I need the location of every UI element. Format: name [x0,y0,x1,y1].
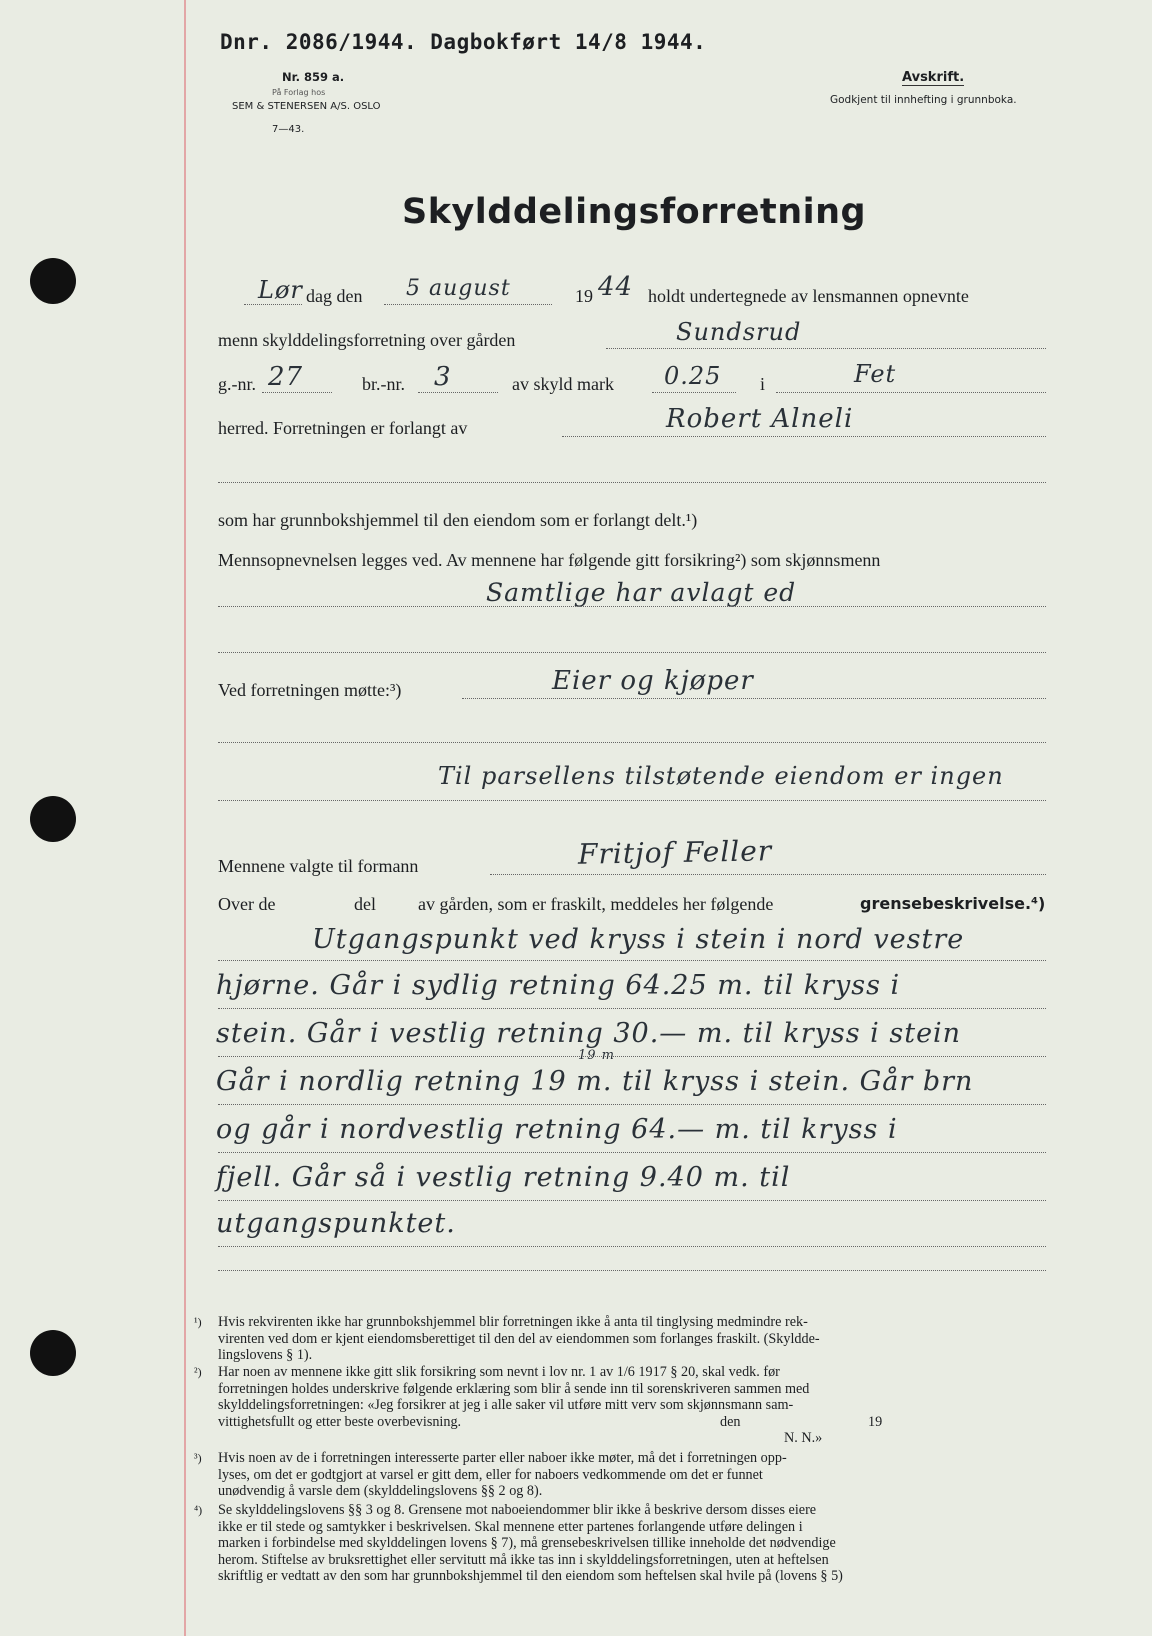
label-grensebeskrivelse: grensebeskrivelse.⁴) [860,894,1046,913]
footnote-1 [194,1314,1048,1364]
footnote-2 [194,1364,1048,1447]
approval-note: Godkjent til innhefting i grunnboka. [830,94,1017,106]
label-farm: menn skylddelingsforretning over gården [218,330,516,350]
footnote-line: Se skylddelingslovens §§ 3 og 8. Grensene mot naboeiendommer blir ikke å beskrive dersom disses eiere [218,1502,817,1518]
journal-line: Dnr. 2086/1944. Dagbokført 14/8 1944. [220,30,707,54]
dotted-line [462,698,1046,699]
dotted-line [218,1152,1046,1153]
dotted-line [218,742,1046,743]
footnote-line: virenten ved dom er kjent eiendomsberettiget til den del av eiendommen som forlanges fraskilt. (Skyldde- [218,1330,820,1347]
dotted-line [218,1246,1046,1247]
dotted-line [490,874,1046,875]
label-year-prefix: 19 [575,286,593,306]
footnote-line: unødvendig å varsle dem (skylddelingslovens §§ 2 og 8). [218,1483,543,1500]
skyld-handwriting: 0.25 [664,362,722,390]
punch-hole [30,796,76,842]
brnr-handwriting: 3 [434,362,452,392]
footnote-line [218,1414,1048,1431]
label-del: del [354,894,376,914]
footnote-line: marken i forbindelse med skylddelingen lovens § 7), må grensebeskrivelsen tillike inneholde det nødvendige [218,1535,836,1552]
description-line: utgangspunktet. [216,1208,456,1239]
label-over-de: Over de [218,894,276,914]
printer-line: På Forlag hos [272,88,326,97]
label-requester: herred. Forretningen er forlangt av [218,418,468,438]
footnote-line: ikke er til stede og samtykker i beskrivelsen. Skal mennene etter partenes forlangende utføre delingen i [218,1518,803,1535]
footnote-line: skylddelingsforretningen: «Jeg forsikrer at jeg i alle saker vil utføre mitt verv som skjønnsmann sam- [218,1397,794,1414]
footnote-line: herom. Stiftelse av bruksrettighet eller servitutt må ikke tas inn i skylddelingsforretningen, uten at heftelsen [218,1551,829,1568]
description-line: og går i nordvestlig retning 64.— m. til kryss i [216,1114,898,1145]
dotted-line [218,1104,1046,1105]
description-line: Går i nordlig retning 19 m. til kryss i stein. Går brn [216,1066,974,1097]
label-chairman: Mennene valgte til formann [218,856,419,876]
dotted-line [218,482,1046,483]
label-attended: Ved forretningen møtte:³) [218,680,402,700]
footnote-3 [194,1450,1048,1500]
gnr-handwriting: 27 [268,362,304,392]
footnote-line: Hvis rekvirenten ikke har grunnbokshjemmel blir forretningen ikke å anta til tinglysing medmindre rek- [218,1314,808,1330]
dotted-line [652,392,736,393]
requester-handwriting: Robert Alneli [666,404,854,434]
year-handwriting: 44 [598,272,634,302]
form-number: Nr. 859 a. [282,70,345,84]
footnote-line: forretningen holdes underskrive følgende erklæring som blir å sende inn til sorenskriveren sammen med [218,1380,810,1397]
margin-line [184,0,186,1636]
footnote-line: Har noen av mennene ikke gitt slik forsikring som nevnt i lov nr. 1 av 1/6 1917 § 20, skal vedk. før [218,1364,780,1380]
farm-name-handwriting: Sundsrud [676,318,802,346]
description-line: Utgangspunkt ved kryss i stein i nord vestre [312,924,965,955]
label-fraskilt: av gården, som er fraskilt, meddeles her følgende [418,894,774,914]
date-handwriting: 5 august [406,276,511,301]
label-skyld: av skyld mark [512,374,614,394]
inserted-distance: 19 m [578,1048,616,1063]
description-line: hjørne. Går i sydlig retning 64.25 m. til kryss i [216,970,901,1001]
footnote-line: skriftlig er vedtatt av den som har grunnbokshjemmel til den eiendom som heftelsen skal hvile på (lovens § 5) [218,1568,843,1585]
grunnbok-text: som har grunnbokshjemmel til den eiendom som er forlangt delt.¹) [218,510,698,530]
label-dag-den: dag den [306,286,363,306]
footnote-den: den [720,1413,741,1430]
dotted-line [218,1008,1046,1009]
description-line: fjell. Går så i vestlig retning 9.40 m. til [216,1162,791,1193]
dotted-line [776,392,1046,393]
dotted-line [606,348,1046,349]
label-brnr: br.-nr. [362,374,405,394]
dotted-line [418,392,498,393]
label-line1-suffix: holdt undertegnede av lensmannen opnevnte [648,286,969,306]
weekday-handwriting: Lør [258,276,303,304]
footnote-number: ⁴) [194,1503,203,1517]
footnote-number: ¹) [194,1315,202,1329]
copy-label: Avskrift. [902,70,965,85]
dotted-line [218,652,1046,653]
footnote-signature: N. N.» [784,1430,823,1447]
chairman-handwriting: Fritjof Feller [577,834,773,871]
neighbours-handwriting: Til parsellens tilstøtende eiendom er ingen [438,762,1004,790]
dotted-line [262,392,332,393]
footnote-line: lingslovens § 1). [218,1347,313,1364]
attended-handwriting: Eier og kjøper [552,666,754,696]
dotted-line [218,1200,1046,1201]
footnote-text: vittighetsfullt og etter beste overbevisning. [218,1413,462,1430]
punch-hole [30,258,76,304]
dotted-line [218,606,1046,607]
label-i: i [760,374,766,394]
dotted-line [218,1056,1046,1057]
printer-date: 7—43. [272,124,305,135]
punch-hole [30,1330,76,1376]
footnote-line: lyses, om det er godtgjort at varsel er gitt dem, eller for naboers vedkommende om det er funnet [218,1466,763,1483]
place-handwriting: Fet [854,360,897,388]
page-title: Skylddelingsforretning [402,192,867,232]
footnote-year: 19 [868,1413,883,1430]
dotted-line [218,960,1046,961]
footnote-number: ³) [194,1451,202,1465]
dotted-line [218,1270,1046,1271]
description-line: stein. Går i vestlig retning 30.— m. til kryss i stein [216,1018,962,1049]
dotted-line [244,304,302,305]
label-gnr: g.-nr. [218,374,256,394]
dotted-line [218,800,1046,801]
footnote-number: ²) [194,1365,202,1379]
dotted-line [384,304,552,305]
oath-handwriting: Samtlige har avlagt ed [486,578,797,607]
dotted-line [562,436,1046,437]
printer-name: SEM & STENERSEN A/S. OSLO [232,101,381,112]
footnote-line: Hvis noen av de i forretningen interesserte parter eller naboer ikke møter, må det i forretningen opp- [218,1450,787,1466]
assurance-text: Mennsopnevnelsen legges ved. Av mennene har følgende gitt forsikring²) som skjønnsmenn [218,550,881,570]
footnote-4 [194,1502,1048,1585]
